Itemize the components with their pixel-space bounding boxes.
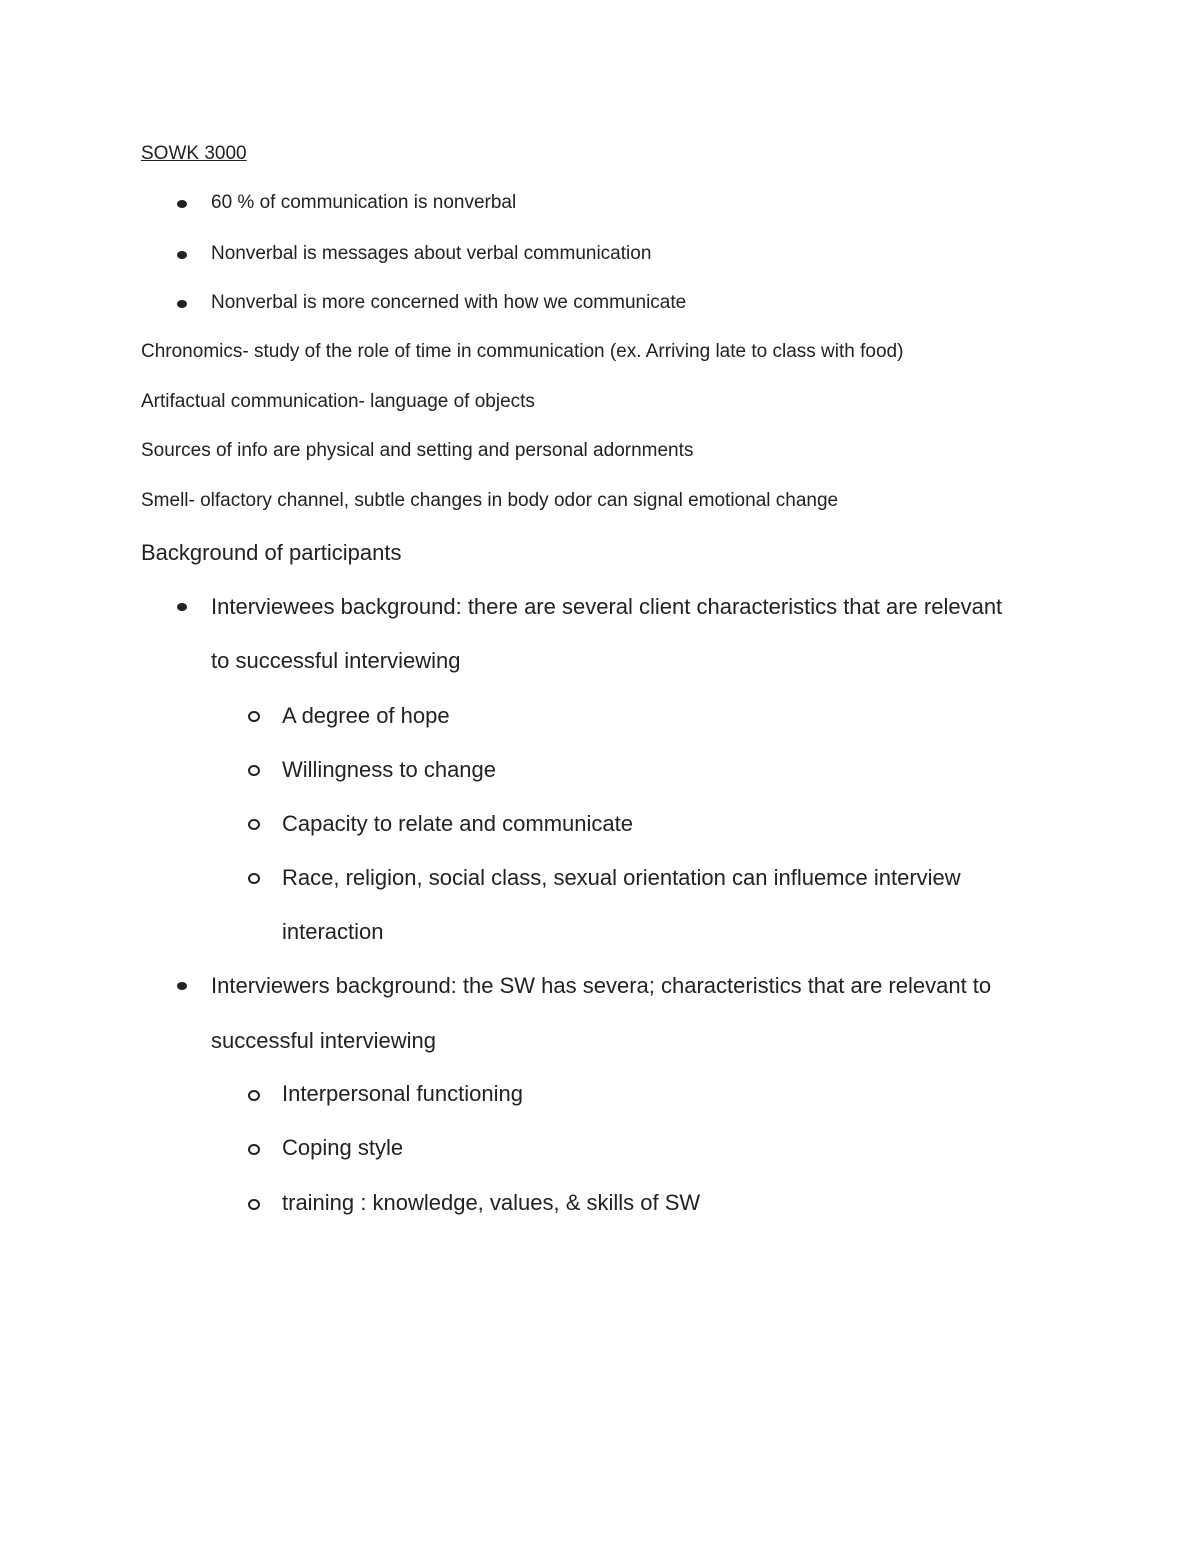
intro-bullet-2: Nonverbal is messages about verbal communication [211,243,652,264]
interviewers-line-2: successful interviewing [211,1028,436,1053]
interviewees-subitem-3: Capacity to relate and communicate [282,811,633,836]
interviewers-subitem-2: Coping style [282,1135,404,1160]
interviewees-subitem-1: A degree of hope [282,703,450,728]
bullet-disc-icon [177,603,187,611]
bullet-disc-icon [177,200,187,208]
paragraph-smell: Smell- olfactory channel, subtle changes in body odor can signal emotional change [141,490,839,511]
paragraph-chronomics: Chronomics- study of the role of time in communication (ex. Arriving late to class with food) [141,341,904,362]
intro-bullet-3: Nonverbal is more concerned with how we communicate [211,292,687,313]
interviewers-line-1: Interviewers background: the SW has severa; characteristics that are relevant to [211,973,992,998]
bullet-disc-icon [177,982,187,990]
interviewees-subitem-4-line-2: interaction [282,919,384,944]
bullet-circle-icon [248,1144,260,1155]
bullet-circle-icon [248,1199,260,1210]
interviewees-line-1: Interviewees background: there are several client characteristics that are relevant [211,594,1003,619]
bullet-disc-icon [177,300,187,308]
paragraph-sources: Sources of info are physical and setting and personal adornments [141,440,694,461]
intro-bullet-1: 60 % of communication is nonverbal [211,192,517,213]
bullet-circle-icon [248,711,260,722]
interviewees-subitem-4-line-1: Race, religion, social class, sexual orientation can influemce interview [282,865,961,890]
interviewees-line-2: to successful interviewing [211,648,461,673]
interviewees-subitem-2: Willingness to change [282,757,497,782]
bullet-disc-icon [177,251,187,259]
bullet-circle-icon [248,1090,260,1101]
bullet-circle-icon [248,873,260,884]
interviewers-subitem-3: training : knowledge, values, & skills of SW [282,1190,701,1215]
interviewers-subitem-1: Interpersonal functioning [282,1081,523,1106]
document-title: SOWK 3000 [141,143,247,164]
bullet-circle-icon [248,765,260,776]
section-heading: Background of participants [141,540,402,565]
paragraph-artifactual: Artifactual communication- language of objects [141,391,535,412]
bullet-circle-icon [248,819,260,830]
